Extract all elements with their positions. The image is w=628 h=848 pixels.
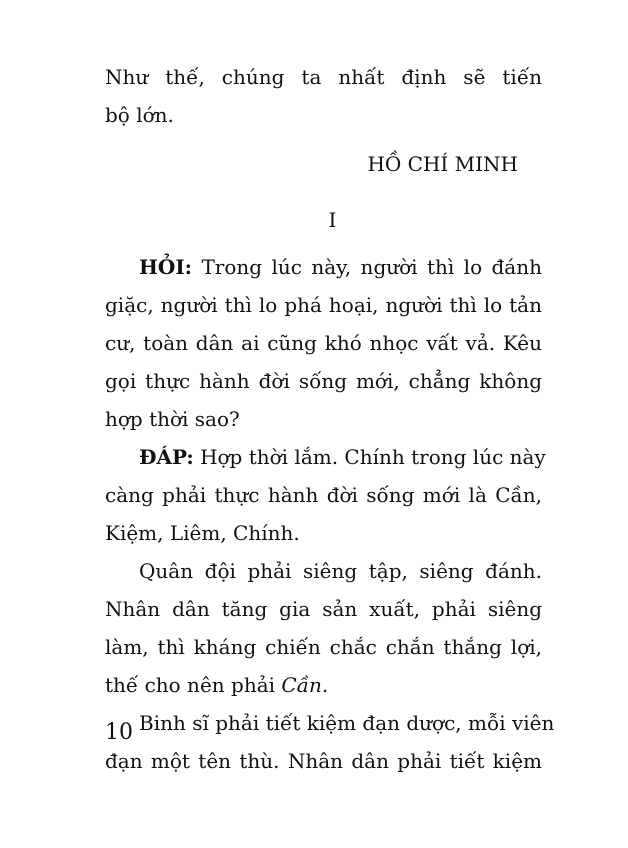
answer-line-1	[105, 438, 546, 476]
can-line-4-text: thế cho nên phải	[105, 673, 282, 697]
page-body	[105, 58, 555, 780]
question-line-5: hợp thời sao?	[105, 407, 240, 431]
question-line-4: gọi thực hành đời sống mới, chẳng không	[105, 369, 542, 393]
can-line-4	[105, 666, 542, 704]
can-line-3: làm, thì kháng chiến chắc chắn thắng lợi,	[105, 635, 542, 659]
question-line-3: cư, toàn dân ai cũng khó nhọc vất vả. Kêu	[105, 331, 542, 355]
intro-line-1: Như thế, chúng ta nhất định sẽ tiến	[105, 65, 542, 89]
can-line-2: Nhân dân tăng gia sản xuất, phải siêng	[105, 597, 542, 621]
question-label: HỎI:	[139, 255, 193, 279]
page-number: 10	[105, 720, 133, 745]
answer-line-2: càng phải thực hành đời sống mới là Cần,	[105, 483, 542, 507]
answer-label: ĐÁP:	[139, 445, 194, 469]
kiem-line-1: Binh sĩ phải tiết kiệm đạn dược, mỗi viên	[139, 711, 555, 735]
can-line-1: Quân đội phải siêng tập, siêng đánh.	[139, 559, 542, 583]
section-number: I	[328, 208, 337, 232]
kiem-line-2: đạn một tên thù. Nhân dân phải tiết kiệm	[105, 749, 542, 773]
question-line-1-text: Trong lúc này, người thì lo đánh	[192, 255, 542, 279]
answer-line-3: Kiệm, Liêm, Chính.	[105, 521, 300, 545]
question-line-2: giặc, người thì lo phá hoại, người thì lo tản	[105, 293, 542, 317]
answer-line-1-text: Hợp thời lắm. Chính trong lúc này	[193, 445, 546, 469]
author-signature: HỒ CHÍ MINH	[367, 152, 518, 176]
can-emphasis: Cần.	[281, 673, 329, 697]
intro-line-2: bộ lớn.	[105, 103, 174, 127]
question-line-1	[105, 248, 542, 286]
